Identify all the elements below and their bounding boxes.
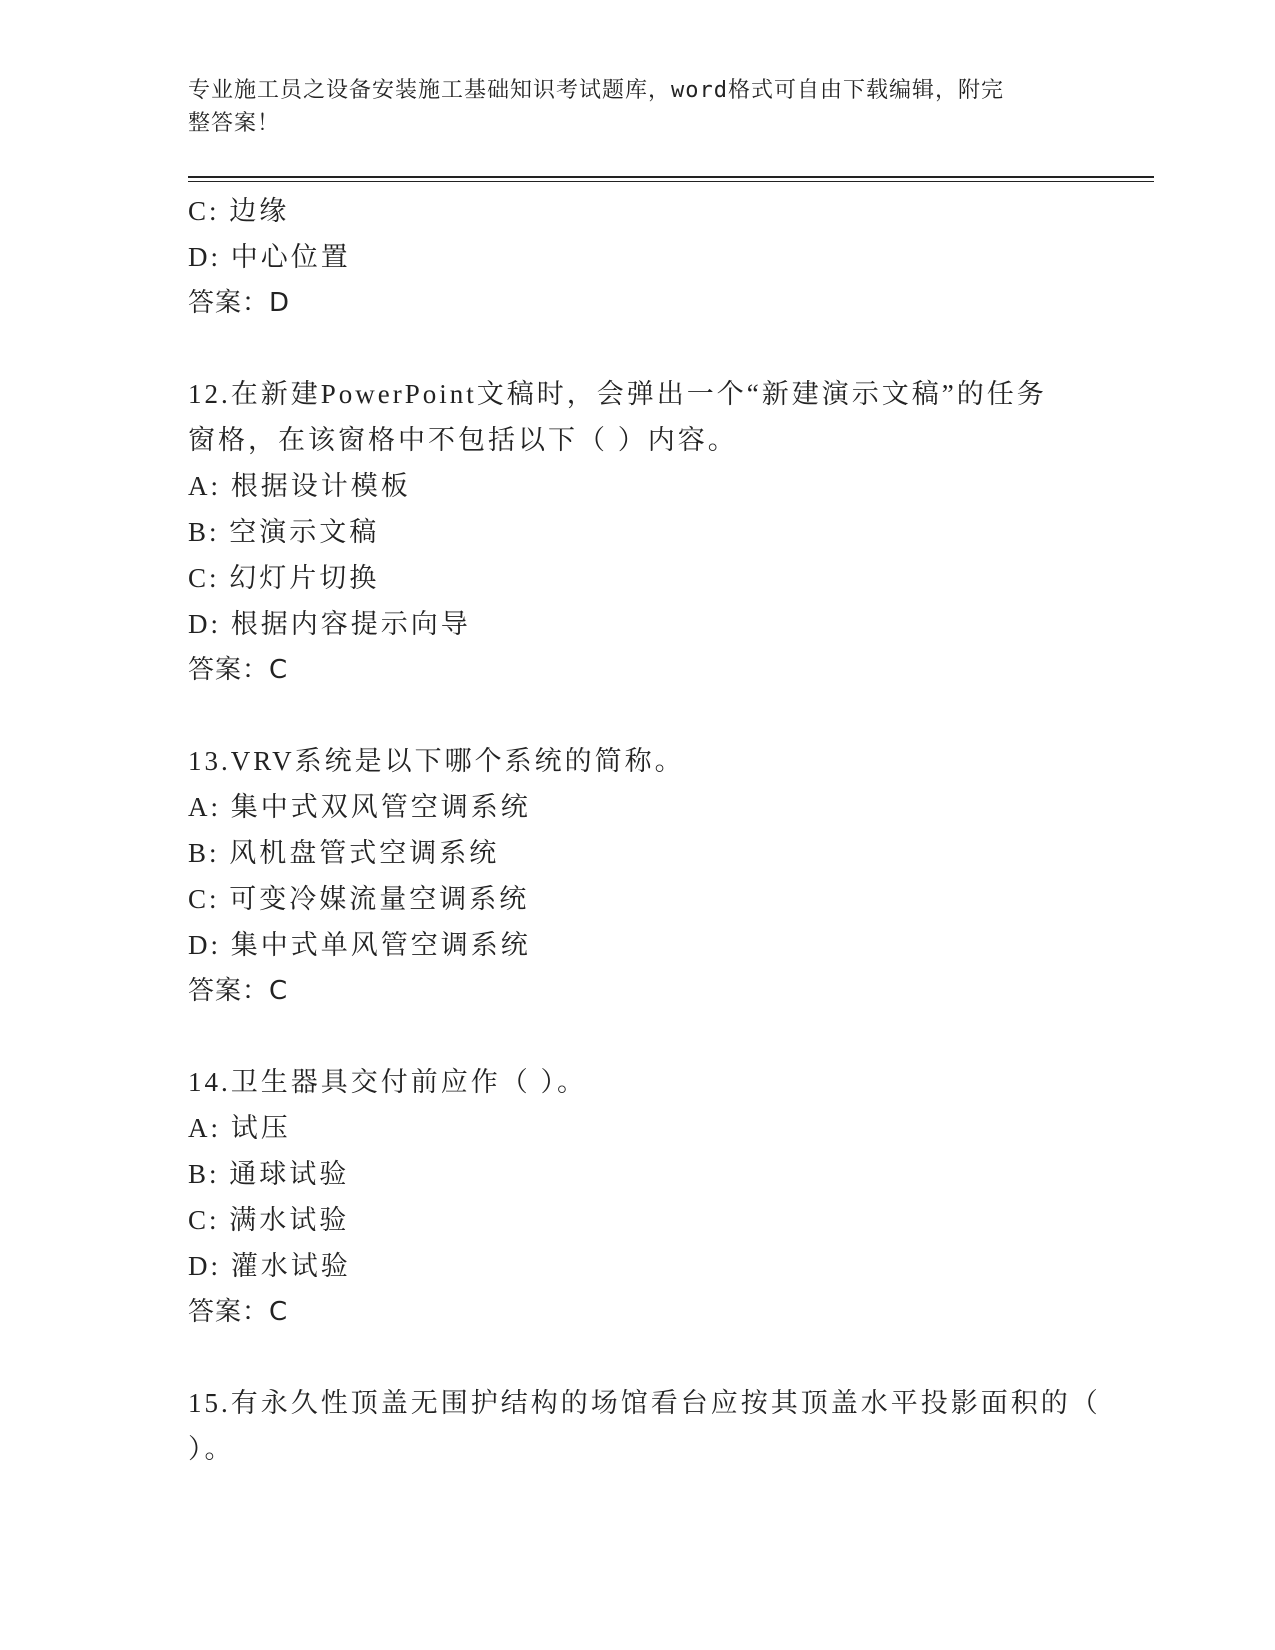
header-line-2: 整答案！ xyxy=(188,111,281,136)
question-stem: 14.卫生器具交付前应作（ ）。 xyxy=(188,1067,587,1097)
answer-label: 答案：C xyxy=(188,976,289,1006)
header-rule-thin xyxy=(188,181,1154,182)
option-b: B: 通球试验 xyxy=(188,1159,350,1189)
answer-label: 答案：C xyxy=(188,655,289,685)
option-c: C: 幻灯片切换 xyxy=(188,563,380,593)
option-b: B: 风机盘管式空调系统 xyxy=(188,838,500,868)
option-c: C: 可变冷媒流量空调系统 xyxy=(188,884,530,914)
question-list xyxy=(188,188,1101,1472)
document-header xyxy=(188,74,1068,140)
question-stem: ）。 xyxy=(188,1434,235,1464)
option-c: C: 边缘 xyxy=(188,196,290,226)
option-a: A: 根据设计模板 xyxy=(188,471,411,501)
option-d: D: 根据内容提示向导 xyxy=(188,609,471,639)
question-block-11 xyxy=(188,188,1088,326)
header-rule-thick xyxy=(188,176,1154,178)
header-line-1: 专业施工员之设备安装施工基础知识考试题库，word格式可自由下载编辑，附完 xyxy=(188,78,1004,103)
question-block-15 xyxy=(188,1380,1101,1472)
option-a: A: 试压 xyxy=(188,1113,291,1143)
option-c: C: 满水试验 xyxy=(188,1205,350,1235)
answer-label: 答案：C xyxy=(188,1297,289,1327)
option-a: A: 集中式双风管空调系统 xyxy=(188,792,531,822)
question-stem: 15.有永久性顶盖无围护结构的场馆看台应按其顶盖水平投影面积的（ xyxy=(188,1388,1101,1418)
question-block-12 xyxy=(188,371,1088,693)
question-stem: 13.VRV系统是以下哪个系统的简称。 xyxy=(188,746,685,776)
question-stem: 12.在新建PowerPoint文稿时，会弹出一个“新建演示文稿”的任务 xyxy=(188,379,1047,409)
option-d: D: 中心位置 xyxy=(188,242,351,272)
question-stem: 窗格，在该窗格中不包括以下（ ）内容。 xyxy=(188,425,738,455)
question-block-14 xyxy=(188,1059,1088,1335)
option-b: B: 空演示文稿 xyxy=(188,517,380,547)
option-d: D: 灌水试验 xyxy=(188,1251,351,1281)
answer-label: 答案：D xyxy=(188,288,291,318)
question-block-13 xyxy=(188,738,1088,1014)
option-d: D: 集中式单风管空调系统 xyxy=(188,930,531,960)
